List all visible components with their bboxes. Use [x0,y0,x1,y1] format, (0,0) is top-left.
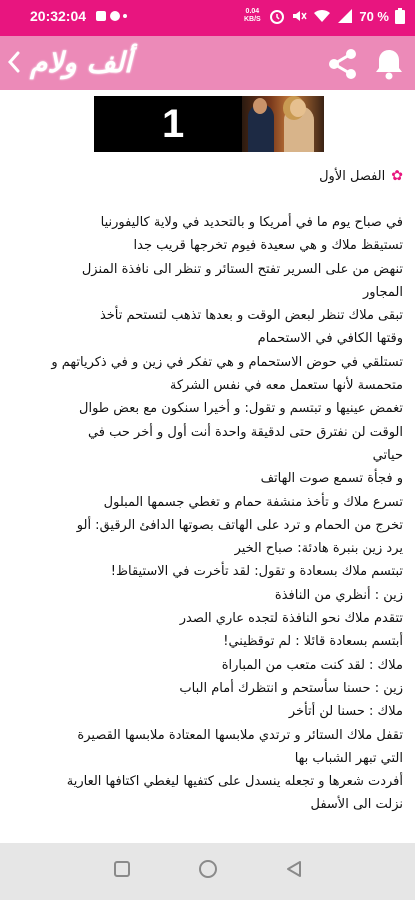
story-line: تبقى ملاك تنظر لبعض الوقت و بعدها تذهب لتستحم تأخذ [99,308,403,324]
alarm-icon [269,8,285,24]
net-speed: 0.04 KB/S [243,8,261,23]
story-line: تغمض عينيها و تبتسم و تقول: و أخيرا سنكون مع بعض طوال [79,401,403,417]
story-line: و فجأة تسمع صوت الهاتف [260,471,403,487]
story-line: تسرع ملاك و تأخذ منشفة حمام و تغطي جسمها المبلول [103,494,403,510]
story-line: تخرج من الحمام و ترد على الهاتف بصوتها الدافئ الرقيق: ألو [76,517,403,533]
story-line: زين : أنظري من النافذة [274,587,403,603]
notification-icons [96,9,128,26]
flower-icon: ✿ [391,168,403,184]
story-line: وقتها الكافي في الاستحمام [257,331,403,347]
story-text [8,211,403,817]
chapter-heading [319,168,403,184]
story-line: متحمسة لأنها ستعمل معه في نفس الشركة [169,378,403,394]
banner-person-woman-head [290,99,306,117]
banner-photo [242,96,324,152]
bell-icon[interactable] [372,47,406,81]
story-line: تستيقظ ملاك و هي سعيدة فيوم تخرجها قريب جدا [133,238,403,254]
story-line: ملاك : لقد كنت متعب من المباراة [221,657,403,673]
app-bar [0,36,415,90]
story-line: تتقدم ملاك نحو النافذة لتجده عاري الصدر [179,611,403,627]
story-line: زين : حسنا سأستحم و انتظرك أمام الباب [179,680,403,696]
story-line: المجاور [363,284,403,300]
chapter-banner-image [94,96,324,152]
banner-person-man-head [253,98,267,114]
story-line: في صباح يوم ما في أمريكا و بالتحديد في ولاية كاليفورنيا [100,215,403,230]
story-line: تنهض من على السرير تفتح الستائر و تنظر الى نافذة المنزل [81,261,403,277]
story-line: نزلت الى الأسفل [310,797,403,813]
status-bar [0,0,415,36]
wifi-icon [313,8,331,24]
story-line: تستلقي في حوض الاستحمام و هي تفكر في زين و في ذكرياتهم و [51,354,403,370]
battery-percent: 70 % [359,8,389,24]
story-line: تقفل ملاك الستائر و ترتدي ملابسها المعتادة ملابسها القصيرة [77,727,403,743]
story-line: ملاك : حسنا لن أتأخر [288,704,403,720]
back-chevron-icon[interactable] [4,50,24,76]
story-line: يرد زين بنبرة هادئة: صباح الخير [234,541,403,557]
signal-icon [337,8,353,24]
home-circle-icon[interactable] [196,859,220,883]
back-triangle-icon[interactable] [282,859,306,883]
story-line: أفردت شعرها و تجعله ينسدل على كتفيها ليغطي اكتافها العارية [66,774,403,790]
story-line: التي تبهر الشباب بها [294,750,403,766]
status-right [241,8,405,24]
mute-icon [291,8,307,24]
battery-icon [395,8,405,24]
banner-number: 1 [162,102,185,146]
app-logo: ألف ولام [30,46,132,79]
status-time: 20:32:04 [30,8,87,24]
story-line: الوقت لن نفترق حتى لدقيقة واحدة أنت أول و أخر حب في [87,424,403,440]
system-nav-bar [0,843,415,900]
chapter-title: الفصل الأول [319,168,386,184]
recents-square-icon[interactable] [110,859,134,883]
share-icon[interactable] [326,47,360,81]
notification-dot-icons [96,9,128,23]
story-line: تبتسم ملاك بسعادة و تقول: لقد تأخرت في الاستيقاظ! [110,564,403,580]
story-line: حياتي [372,447,403,463]
story-line: أبتسم بسعادة قائلا : لم توقظيني! [223,634,403,650]
